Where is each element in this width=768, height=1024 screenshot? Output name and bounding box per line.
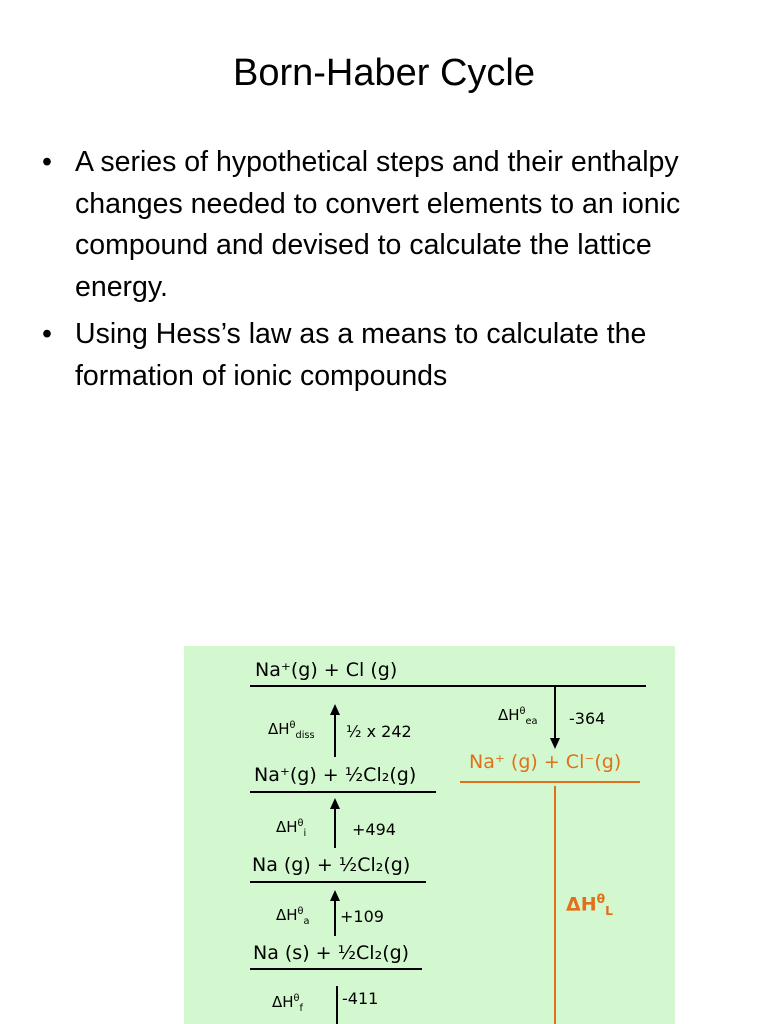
level-label-top: Na⁺(g) + Cl (g) [255,659,398,681]
ionisation-arrow-shaft [334,808,336,848]
bullet-marker: • [42,146,52,178]
born-haber-diagram [184,646,675,1024]
bullet-marker: • [42,318,52,350]
formation-label: $\Delta H^\theta_f$ [272,993,303,1014]
ionisation-arrowhead [330,798,340,809]
level-label-after-ionisation: Na (g) + ½Cl₂(g) [252,854,411,876]
level-line-ionisation [250,881,426,883]
ionisation-label: $\Delta H^\theta_i$ [276,818,307,839]
dissociation-value: ½ x 242 [346,722,412,741]
electron-affinity-value: -364 [569,709,606,728]
ea-arrow-shaft [554,687,556,739]
lattice-energy-label: $\Delta H^\theta_L$ [566,892,613,919]
atomisation-value: +109 [340,907,384,926]
dissociation-label: $\Delta H^\theta_{diss}$ [268,720,315,741]
bullet-item [40,314,740,397]
level-line-ions [460,781,640,783]
level-line-atomisation [250,968,422,970]
lattice-line [554,786,556,1024]
bullet-item [40,142,740,308]
dissociation-arrow-shaft [334,714,336,757]
formation-value: -411 [342,989,379,1008]
formation-line [336,986,338,1024]
electron-affinity-label: $\Delta H^\theta_{ea}$ [498,706,538,727]
atomisation-label: $\Delta H^\theta_a$ [276,906,310,927]
level-line-top [250,685,646,687]
ionisation-value: +494 [352,820,396,839]
atomisation-arrowhead [330,890,340,901]
bullet-text: A series of hypothetical steps and their enthalpy changes needed to convert elements to an ionic compound and devised to calculate the lattice energy. [75,146,681,303]
dissociation-arrowhead [330,704,340,715]
level-line-diss [250,791,436,793]
bullet-list [40,142,740,403]
slide-title: Born-Haber Cycle [233,52,535,94]
atomisation-arrow-shaft [334,900,336,936]
level-label-ions: Na⁺ (g) + Cl⁻(g) [469,751,622,773]
level-label-after-diss: Na⁺(g) + ½Cl₂(g) [254,764,417,786]
bullet-text: Using Hess’s law as a means to calculate the formation of ionic compounds [75,318,647,392]
ea-arrowhead [550,738,560,749]
level-label-after-atomisation: Na (s) + ½Cl₂(g) [253,942,410,964]
